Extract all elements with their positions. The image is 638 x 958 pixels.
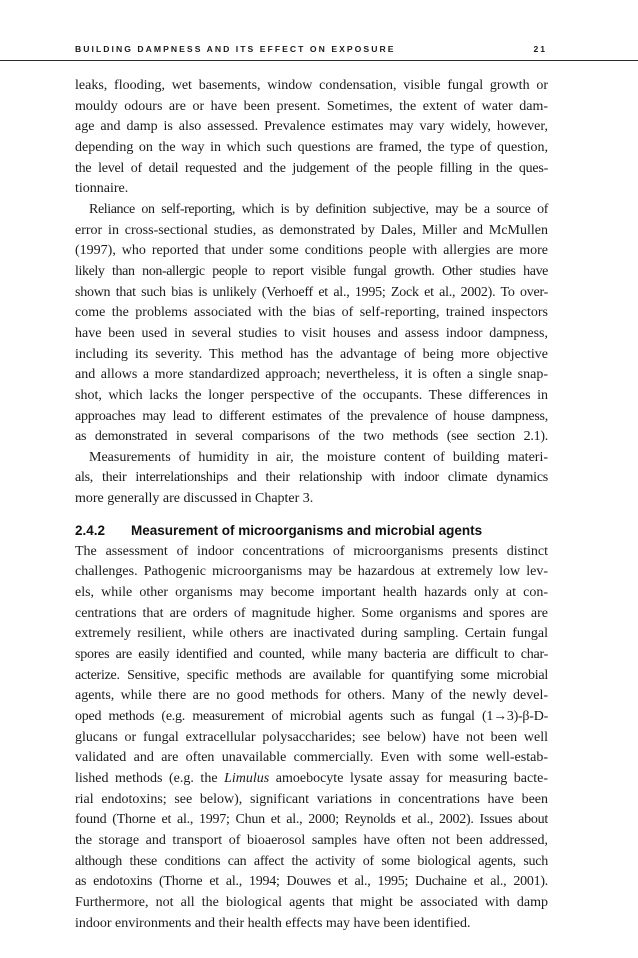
- text-line: agents, while there are no good methods for others. Many of the newly devel-: [75, 688, 548, 704]
- text-line: (1997), who reported that under some conditions people with allergies are more: [75, 243, 548, 259]
- text-line: Measurements of humidity in air, the moisture content of building materi-: [89, 449, 548, 465]
- section-title: Measurement of microorganisms and microbial agents: [131, 522, 483, 538]
- section-gap: [75, 510, 548, 520]
- paragraph-humidity-measurements: [75, 448, 548, 510]
- text-line: and allows a more standardized approach; nevertheless, it is often a single snap-: [75, 367, 548, 383]
- text-line: error in cross-sectional studies, as demonstrated by Dales, Miller and McMullen: [75, 222, 548, 238]
- text-line: shown that such bias is unlikely (Verhoeff et al., 1995; Zock et al., 2002). To over-: [75, 284, 548, 300]
- text-line: rial endotoxins; see below), significant variations in concentrations have been: [75, 791, 548, 807]
- italic-term-limulus: Limulus: [224, 771, 270, 786]
- text-line: have been used in several studies to visit houses and assess indoor dampness,: [75, 325, 548, 341]
- text-line: mouldy odours are or have been present. Sometimes, the extent of water dam-: [75, 98, 548, 114]
- paragraph-dampness-reporting: [75, 76, 548, 200]
- text-line: depending on the way in which such questions are framed, the type of question,: [75, 139, 548, 155]
- section-number: 2.4.2: [75, 522, 106, 538]
- text-line: acterize. Sensitive, specific methods are available for quantifying some microbial: [75, 667, 548, 683]
- text-line: Reliance on self-reporting, which is by definition subjective, may be a source of: [89, 201, 548, 217]
- text-line: likely than non-allergic people to report visible fungal growth. Other studies have: [75, 263, 548, 279]
- text-line: tionnaire.: [75, 181, 129, 197]
- text-line: spores are easily identified and counted, while many bacteria are difficult to char-: [75, 647, 548, 663]
- text-line: challenges. Pathogenic microorganisms may be hazardous at extremely low lev-: [75, 564, 548, 580]
- text-line: glucans or fungal extracellular polysaccharides; see below) have not been well: [75, 729, 548, 745]
- running-head: [0, 0, 638, 58]
- text-line: Furthermore, not all the biological agents that might be associated with damp: [75, 894, 548, 910]
- paragraph-self-reporting-bias: [75, 200, 548, 448]
- text-line: the level of detail requested and the judgement of the people filling in the ques-: [75, 160, 548, 176]
- body-text: [75, 76, 548, 934]
- text-line: as endotoxins (Thorne et al., 1994; Douwes et al., 1995; Duchaine et al., 2001).: [75, 874, 548, 890]
- text-line: come the problems associated with the bias of self-reporting, trained inspectors: [75, 305, 548, 321]
- text-segment: amoebocyte lysate assay for measuring bacte-: [269, 771, 548, 786]
- text-line: shot, which lacks the longer perspective of the occupants. These differences in: [75, 387, 548, 403]
- text-line: The assessment of indoor concentrations of microorganisms presents distinct: [75, 543, 548, 559]
- page-number: 21: [533, 44, 547, 54]
- running-title: BUILDING DAMPNESS AND ITS EFFECT ON EXPOSURE: [75, 44, 396, 54]
- text-line: although these conditions can affect the activity of some biological agents, such: [75, 853, 548, 869]
- text-line: more generally are discussed in Chapter 3.: [75, 491, 314, 507]
- text-line: extremely resilient, while others are inactivated during sampling. Certain fungal: [75, 626, 548, 642]
- text-line: approaches may lead to different estimates of the prevalence of house dampness,: [75, 408, 548, 424]
- section-heading: [75, 520, 548, 542]
- text-segment: lished methods (e.g. the: [75, 771, 225, 786]
- text-line: als, their interrelationships and their relationship with indoor climate dynamics: [75, 470, 548, 486]
- text-line: age and damp is also assessed. Prevalence estimates may vary widely, however,: [75, 119, 548, 135]
- text-line: oped methods (e.g. measurement of microbial agents such as fungal (1→3)-β-D-: [75, 709, 548, 725]
- text-line-limulus: [75, 769, 548, 790]
- paragraph-microorganism-assessment: [75, 542, 548, 934]
- text-line: found (Thorne et al., 1997; Chun et al., 2000; Reynolds et al., 2002). Issues about: [75, 812, 548, 828]
- text-line: as demonstrated in several comparisons of the two methods (see section 2.1).: [75, 429, 548, 445]
- text-line: the storage and transport of bioaerosol samples have often not been addressed,: [75, 832, 548, 848]
- text-line: validated and are often unavailable commercially. Even with some well-estab-: [75, 750, 548, 766]
- text-line: including its severity. This method has the advantage of being more objective: [75, 346, 548, 362]
- header-rule: [0, 60, 638, 61]
- text-line: leaks, flooding, wet basements, window condensation, visible fungal growth or: [75, 78, 548, 93]
- text-line: indoor environments and their health effects may have been identified.: [75, 915, 471, 931]
- text-line: els, while other organisms may become important health hazards only at con-: [75, 585, 548, 601]
- text-line: centrations that are orders of magnitude higher. Some organisms and spores are: [75, 605, 548, 621]
